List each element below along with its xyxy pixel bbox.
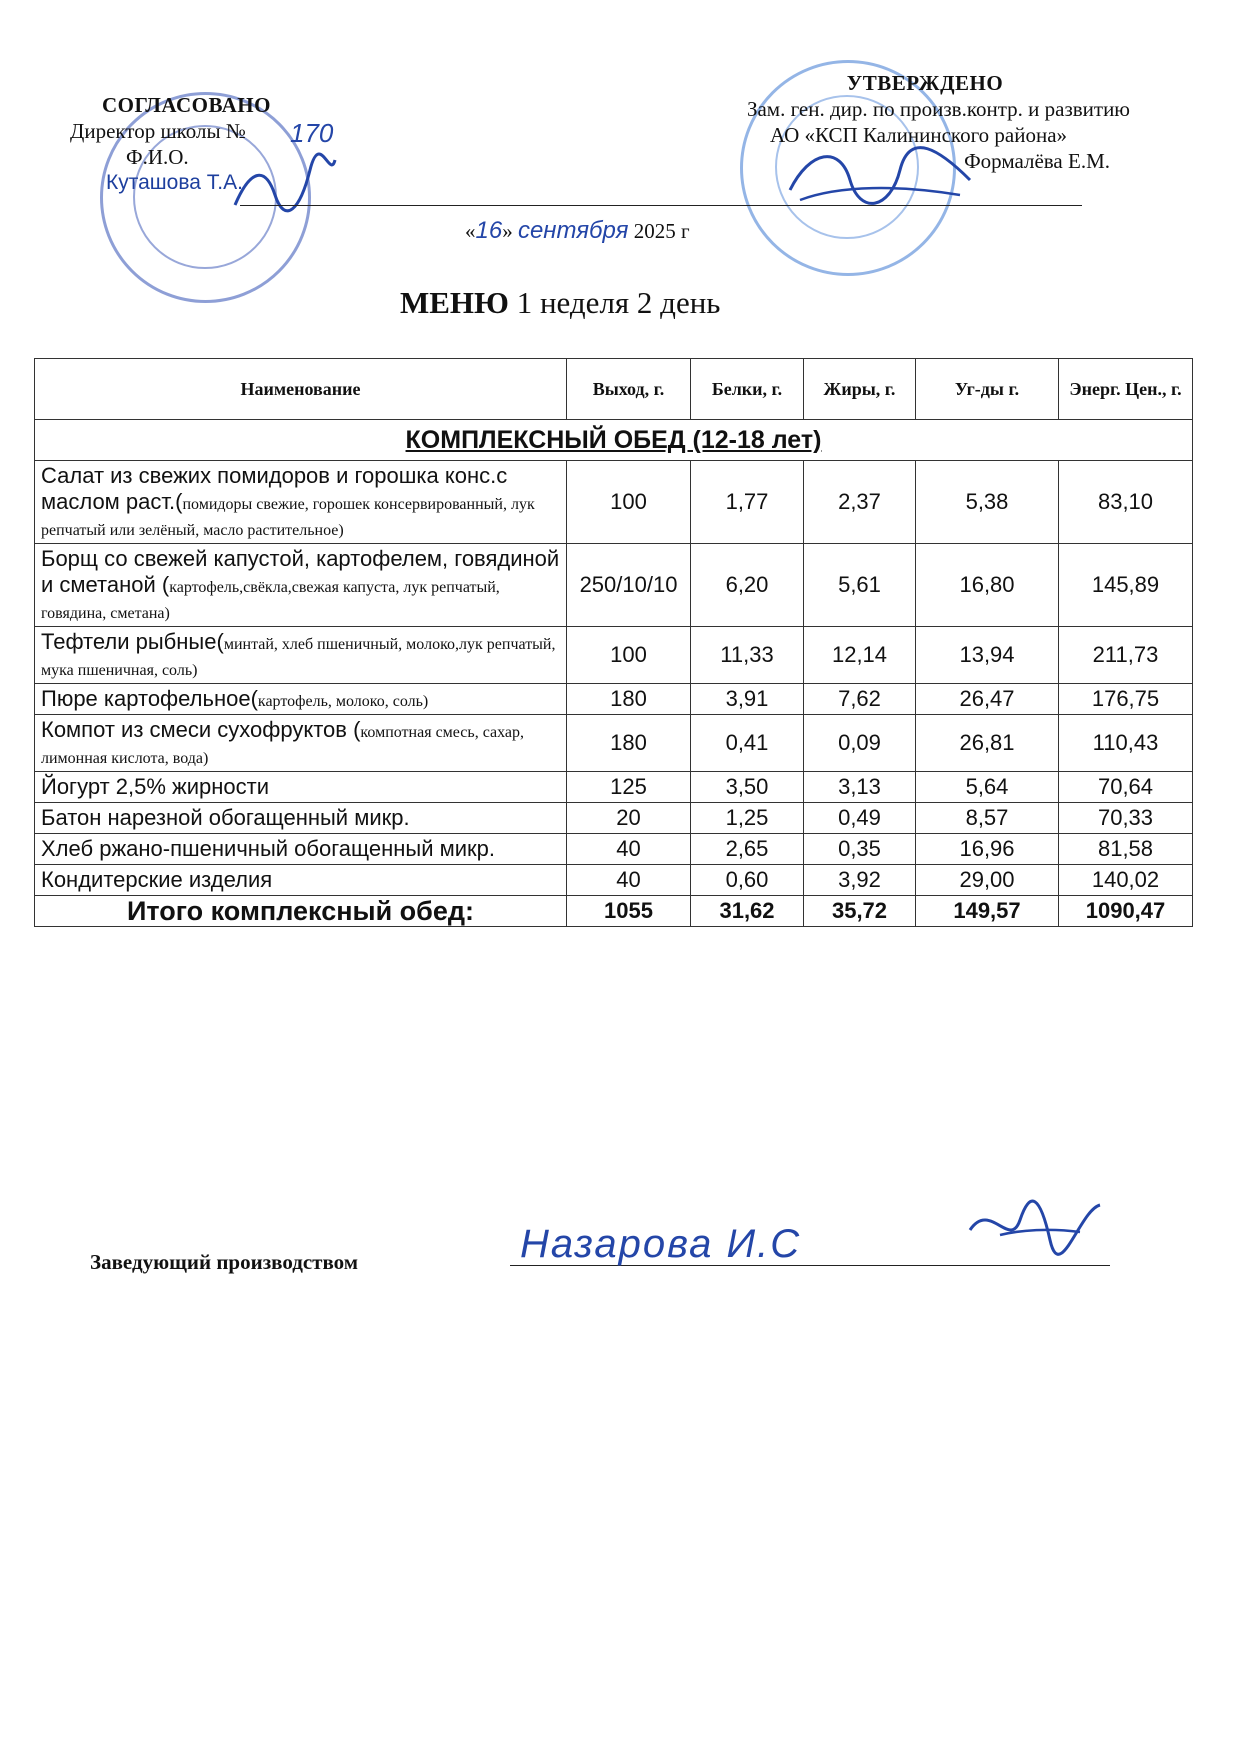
footer-label: Заведующий производством	[90, 1250, 359, 1274]
cell-carbs: 26,81	[916, 715, 1059, 772]
cell-carbs: 29,00	[916, 865, 1059, 896]
total-protein: 31,62	[691, 896, 804, 927]
cell-carbs: 26,47	[916, 684, 1059, 715]
cell-fat: 0,35	[804, 834, 916, 865]
col-header-output: Выход, г.	[567, 359, 691, 420]
cell-energy: 83,10	[1059, 461, 1193, 544]
date-open-quote: «	[465, 219, 476, 243]
cell-energy: 140,02	[1059, 865, 1193, 896]
dish-cell	[35, 715, 567, 772]
cell-protein: 1,77	[691, 461, 804, 544]
dish-name: Тефтели рыбные(	[41, 629, 224, 654]
dish-cell	[35, 461, 567, 544]
title-bold: МЕНЮ	[400, 285, 509, 320]
table-header-row	[35, 359, 1193, 420]
approved-position: Зам. ген. дир. по произв.контр. и развитию	[746, 97, 1130, 121]
dish-cell	[35, 772, 567, 803]
table-row	[35, 544, 1193, 627]
cell-output: 40	[567, 865, 691, 896]
table-row	[35, 627, 1193, 684]
approved-org: АО «КСП Калининского района»	[770, 123, 1068, 147]
total-fat: 35,72	[804, 896, 916, 927]
cell-energy: 81,58	[1059, 834, 1193, 865]
table-row	[35, 834, 1193, 865]
dish-name: Кондитерские изделия	[41, 867, 273, 892]
col-header-name: Наименование	[35, 359, 567, 420]
cell-output: 20	[567, 803, 691, 834]
col-header-energy: Энерг. Цен., г.	[1059, 359, 1193, 420]
dish-cell	[35, 834, 567, 865]
agreed-title: СОГЛАСОВАНО	[102, 93, 271, 117]
cell-output: 40	[567, 834, 691, 865]
table-row	[35, 772, 1193, 803]
header-rule	[240, 205, 1082, 206]
cell-energy: 176,75	[1059, 684, 1193, 715]
cell-energy: 70,33	[1059, 803, 1193, 834]
cell-carbs: 8,57	[916, 803, 1059, 834]
agreed-fio-label: Ф.И.О.	[126, 145, 189, 169]
cell-output: 100	[567, 461, 691, 544]
table-row	[35, 715, 1193, 772]
dish-ingredients: компотная смесь, сахар, лимонная кислота, вода)	[41, 724, 524, 767]
deputy-signature	[780, 140, 980, 220]
dish-cell	[35, 627, 567, 684]
cell-protein: 0,41	[691, 715, 804, 772]
cell-protein: 3,50	[691, 772, 804, 803]
col-header-fat: Жиры, г.	[804, 359, 916, 420]
cell-protein: 6,20	[691, 544, 804, 627]
dish-name: Пюре картофельное(	[41, 686, 258, 711]
page-title	[400, 285, 720, 321]
dish-cell	[35, 865, 567, 896]
cell-energy: 145,89	[1059, 544, 1193, 627]
cell-energy: 70,64	[1059, 772, 1193, 803]
dish-ingredients: помидоры свежие, горошек консервированный, лук репчатый или зелёный, масло растительное)	[41, 496, 535, 539]
total-energy: 1090,47	[1059, 896, 1193, 927]
approval-date	[465, 217, 690, 245]
cell-fat: 2,37	[804, 461, 916, 544]
title-rest: 1 неделя 2 день	[508, 285, 721, 320]
cell-output: 100	[567, 627, 691, 684]
cell-energy: 110,43	[1059, 715, 1193, 772]
cell-carbs: 16,80	[916, 544, 1059, 627]
cell-fat: 0,09	[804, 715, 916, 772]
dish-ingredients: картофель, молоко, соль)	[257, 693, 429, 710]
cell-output: 180	[567, 684, 691, 715]
table-row	[35, 461, 1193, 544]
dish-ingredients: картофель,свёкла,свежая капуста, лук репчатый, говядина, сметана)	[41, 579, 500, 622]
cell-protein: 3,91	[691, 684, 804, 715]
approved-name: Формалёва Е.М.	[964, 149, 1110, 173]
manager-handwritten-name: Назарова И.С	[520, 1222, 802, 1266]
agreed-fio-value: Куташова Т.А.	[106, 171, 243, 194]
section-row	[35, 420, 1193, 461]
cell-output: 125	[567, 772, 691, 803]
school-number: 170	[290, 118, 334, 148]
director-signature	[230, 150, 340, 220]
cell-carbs: 16,96	[916, 834, 1059, 865]
cell-carbs: 13,94	[916, 627, 1059, 684]
date-close-quote: »	[502, 219, 513, 243]
cell-fat: 3,13	[804, 772, 916, 803]
col-header-carbs: Уг-ды г.	[916, 359, 1059, 420]
agreed-position: Директор школы №	[70, 119, 246, 143]
date-day: 16	[475, 217, 503, 244]
cell-fat: 12,14	[804, 627, 916, 684]
dish-name: Борщ со свежей капустой, картофелем, говядиной и сметаной (	[41, 546, 560, 597]
cell-energy: 211,73	[1059, 627, 1193, 684]
total-label: Итого комплексный обед:	[35, 896, 567, 927]
total-row	[35, 896, 1193, 927]
cell-carbs: 5,38	[916, 461, 1059, 544]
menu-table	[34, 358, 1193, 927]
approved-title: УТВЕРЖДЕНО	[846, 71, 1004, 95]
manager-signature	[960, 1190, 1110, 1270]
dish-name: Хлеб ржано-пшеничный обогащенный микр.	[41, 836, 496, 861]
total-output: 1055	[567, 896, 691, 927]
section-title: КОМПЛЕКСНЫЙ ОБЕД (12-18 лет)	[35, 420, 1193, 461]
dish-name: Батон нарезной обогащенный микр.	[41, 805, 410, 830]
dish-cell	[35, 544, 567, 627]
cell-fat: 7,62	[804, 684, 916, 715]
table-row	[35, 684, 1193, 715]
cell-protein: 1,25	[691, 803, 804, 834]
dish-name: Йогурт 2,5% жирности	[41, 774, 270, 799]
cell-output: 180	[567, 715, 691, 772]
cell-fat: 3,92	[804, 865, 916, 896]
col-header-protein: Белки, г.	[691, 359, 804, 420]
dish-name: Компот из смеси сухофруктов (	[41, 717, 361, 742]
cell-carbs: 5,64	[916, 772, 1059, 803]
cell-output: 250/10/10	[567, 544, 691, 627]
dish-cell	[35, 684, 567, 715]
table-row	[35, 865, 1193, 896]
cell-fat: 0,49	[804, 803, 916, 834]
date-month: сентября	[517, 217, 629, 244]
cell-protein: 2,65	[691, 834, 804, 865]
table-row	[35, 803, 1193, 834]
cell-protein: 11,33	[691, 627, 804, 684]
dish-ingredients: минтай, хлеб пшеничный, молоко,лук репчатый, мука пшеничная, соль)	[41, 636, 556, 679]
dish-name: Салат из свежих помидоров и горошка конс.с маслом раст.(	[41, 463, 508, 514]
total-carbs: 149,57	[916, 896, 1059, 927]
date-year: 2025 г	[633, 219, 690, 243]
cell-protein: 0,60	[691, 865, 804, 896]
dish-cell	[35, 803, 567, 834]
cell-fat: 5,61	[804, 544, 916, 627]
